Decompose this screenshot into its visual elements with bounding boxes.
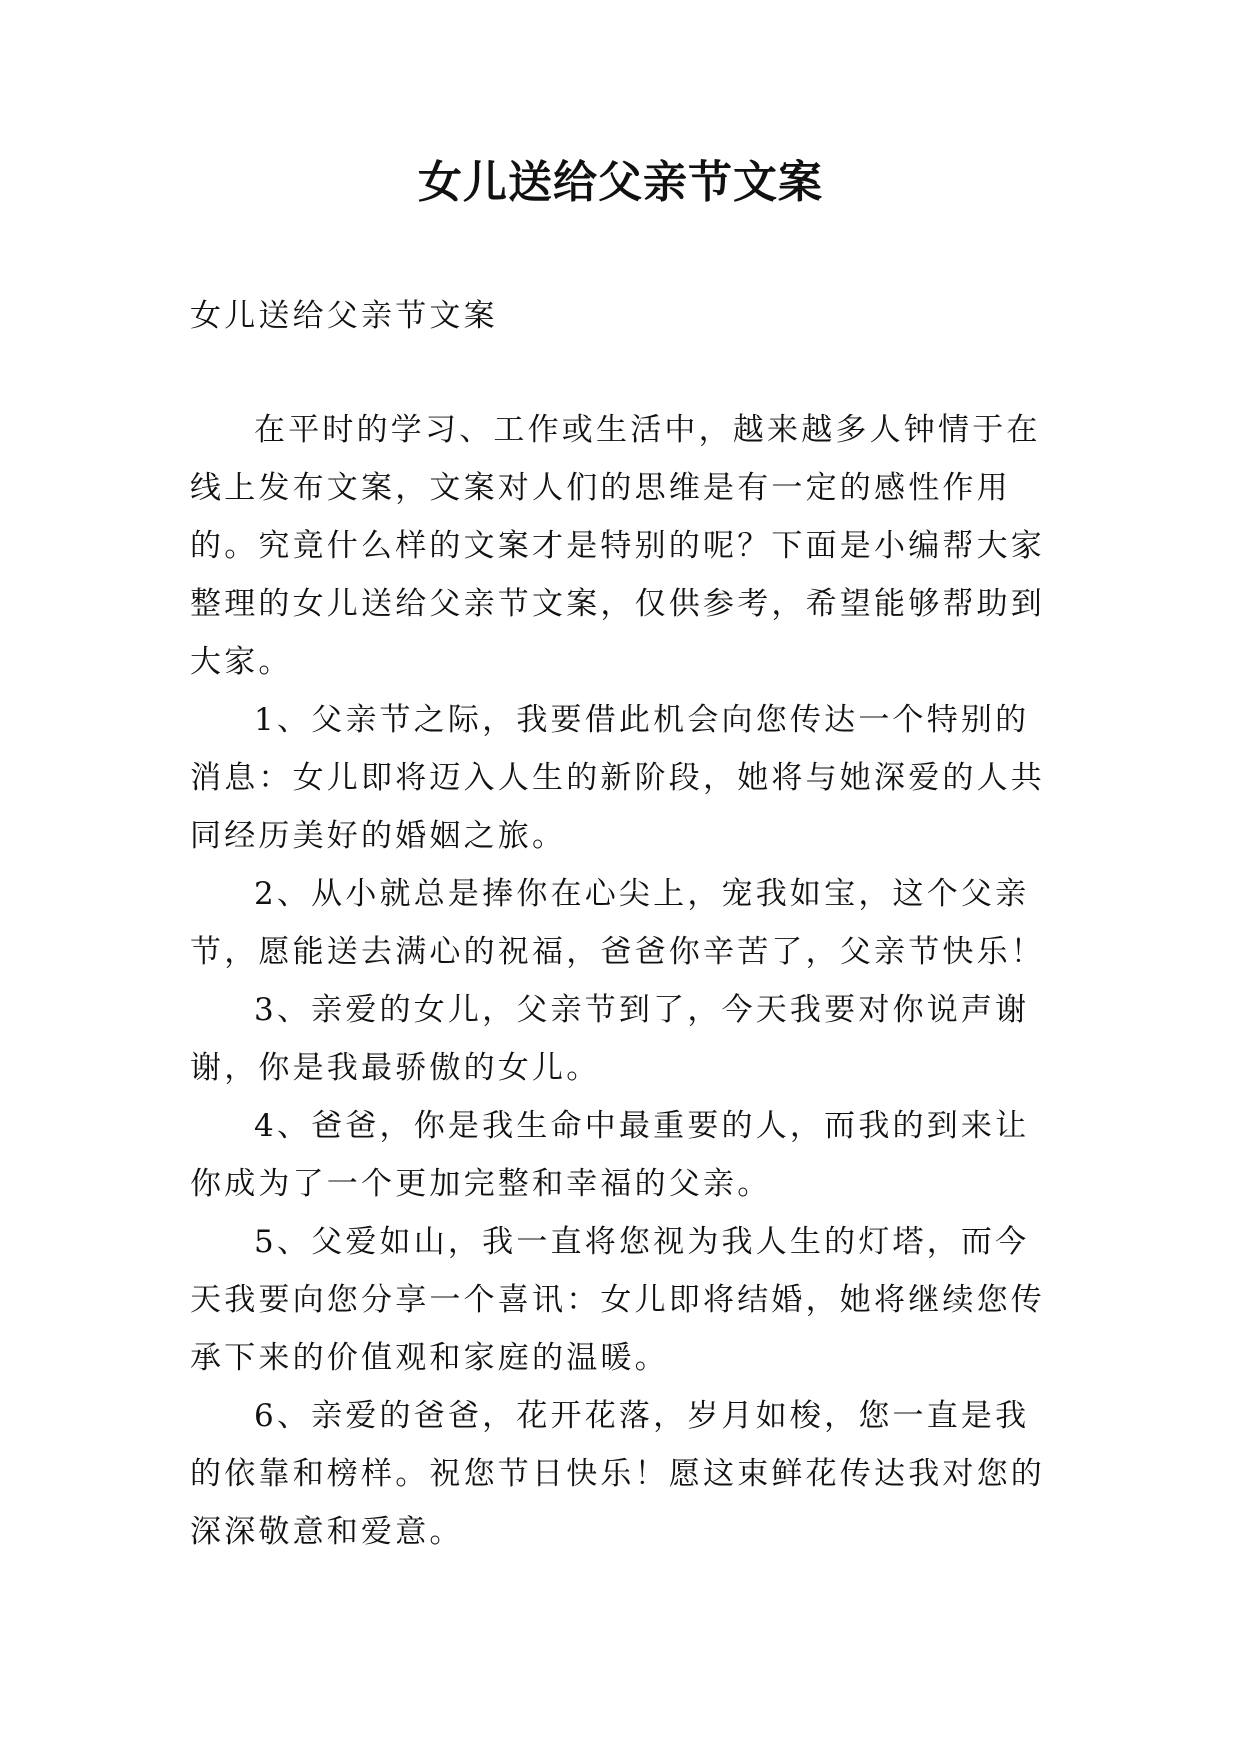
document-subtitle: 女儿送给父亲节文案 <box>190 298 498 334</box>
document-title: 女儿送给父亲节文案 <box>418 157 823 208</box>
list-item: 6、亲爱的爸爸，花开花落，岁月如梭，您一直是我的依靠和榜样。祝您节日快乐！愿这束鲜花传达我对您的深深敬意和爱意。 <box>190 1398 1045 1550</box>
list-item: 2、从小就总是捧你在心尖上，宠我如宝，这个父亲节，愿能送去满心的祝福，爸爸你辛苦了，父亲节快乐！ <box>190 876 1045 970</box>
list-item: 5、父爱如山，我一直将您视为我人生的灯塔，而今天我要向您分享一个喜讯：女儿即将结婚，她将继续您传承下来的价值观和家庭的温暖。 <box>190 1224 1045 1376</box>
list-item: 1、父亲节之际，我要借此机会向您传达一个特别的消息：女儿即将迈入人生的新阶段，她将与她深爱的人共同经历美好的婚姻之旅。 <box>190 702 1045 854</box>
wishes-list <box>190 691 1060 1561</box>
list-item: 3、亲爱的女儿，父亲节到了，今天我要对你说声谢谢，你是我最骄傲的女儿。 <box>190 992 1030 1086</box>
list-item: 4、爸爸，你是我生命中最重要的人，而我的到来让你成为了一个更加完整和幸福的父亲。 <box>190 1108 1030 1202</box>
intro-paragraph: 在平时的学习、工作或生活中，越来越多人钟情于在线上发布文案，文案对人们的思维是有一定的感性作用的。究竟什么样的文案才是特别的呢？下面是小编帮大家整理的女儿送给父亲节文案，仅供参考，希望能够帮助到大家。 <box>190 412 1045 680</box>
